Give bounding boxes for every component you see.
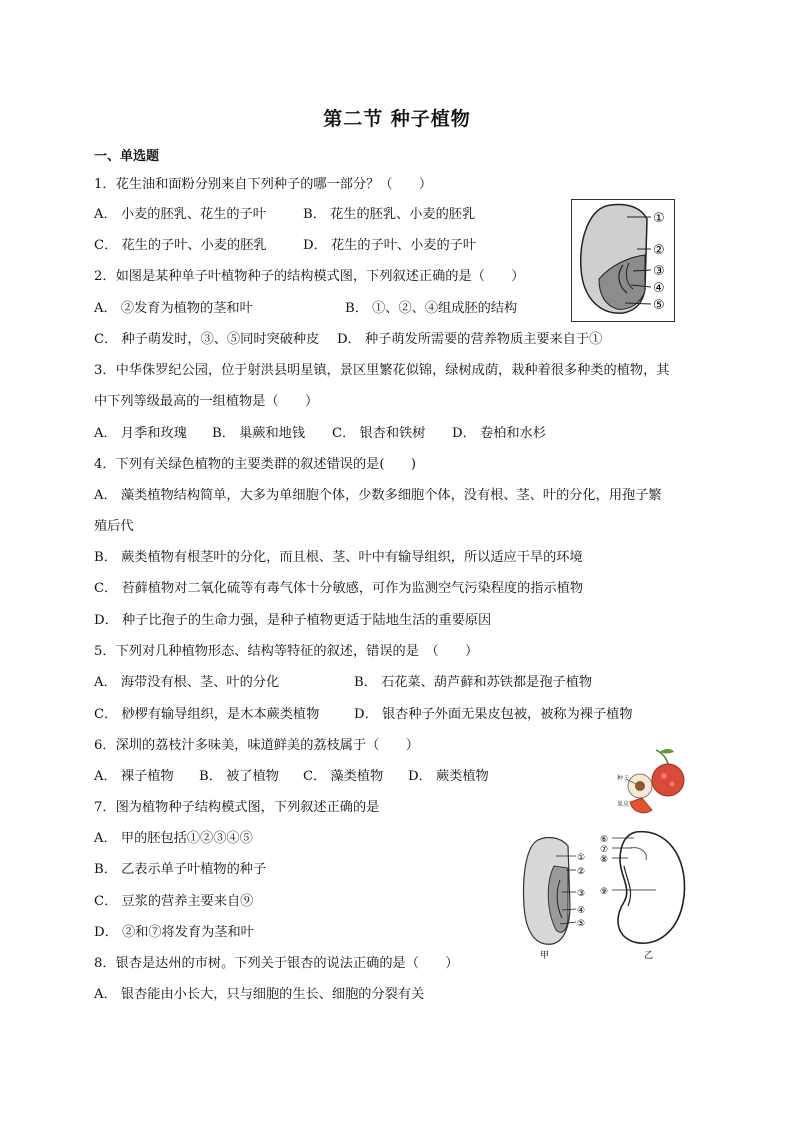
question-3-stem-line2: 中下列等级最高的一组植物是（ ） [94, 394, 319, 409]
q4-option-c[interactable]: C． 苔藓植物对二氧化硫等有毒气体十分敏感，可作为监测空气污染程度的指示植物 [94, 581, 584, 596]
question-8-stem: 8．银杏是达州的市树。下列关于银杏的说法正确的是（ ） [94, 956, 459, 971]
question-5-stem: 5．下列对几种植物形态、结构等特征的叙述，错误的是 （ ） [94, 644, 479, 659]
fig-label: ⑥ [600, 835, 609, 845]
q3-option-b[interactable]: B． 巢蕨和地钱 [212, 426, 306, 441]
q3-option-d[interactable]: D． 卷柏和水杉 [452, 426, 546, 441]
question-6-stem: 6．深圳的荔枝汁多味美，味道鲜美的荔枝属于（ ） [94, 738, 419, 753]
monocot-seed-figure [571, 199, 675, 322]
q7-option-c[interactable]: C． 豆浆的营养主要来自⑨ [94, 894, 254, 909]
fig-label-pericarp: 果皮 [617, 801, 630, 808]
q4-option-b[interactable]: B． 蕨类植物有根茎叶的分化，而且根、茎、叶中有输导组织，所以适应干旱的环境 [94, 550, 583, 565]
fig-label: ⑦ [600, 845, 609, 855]
q2-option-c[interactable]: C． 种子萌发时，③、⑤同时突破种皮 [94, 332, 320, 347]
fig-label: ⑨ [600, 887, 609, 897]
q1-option-a[interactable]: A． 小麦的胚乳、花生的子叶 [94, 207, 266, 222]
fig-label-seed: 种子 [617, 775, 630, 782]
fig-label: ② [577, 867, 586, 877]
page-title: 第二节 种子植物 [323, 108, 471, 130]
fig-label: ③ [653, 264, 665, 279]
q5-option-c[interactable]: C． 桫椤有输导组织，是木本蕨类植物 [94, 707, 320, 722]
fig-label: ⑤ [653, 298, 665, 313]
question-7-stem: 7．图为植物种子结构模式图，下列叙述正确的是 [94, 800, 380, 815]
fig-label: ② [653, 243, 665, 258]
q2-option-a[interactable]: A． ②发育为植物的茎和叶 [94, 301, 253, 316]
fig-caption-jia: 甲 [540, 951, 550, 961]
q5-option-a[interactable]: A． 海带没有根、茎、叶的分化 [94, 675, 280, 690]
q6-option-a[interactable]: A． 裸子植物 [94, 769, 174, 784]
fig-label: ④ [577, 906, 586, 916]
q3-option-a[interactable]: A． 月季和玫瑰 [94, 426, 187, 441]
q4-option-d[interactable]: D． 种子比孢子的生命力强，是种子植物更适于陆地生活的重要原因 [94, 613, 492, 628]
q1-option-d[interactable]: D． 花生的子叶、小麦的子叶 [303, 238, 477, 253]
q5-option-d[interactable]: D． 银杏种子外面无果皮包被，被称为裸子植物 [354, 707, 633, 722]
q7-option-d[interactable]: D． ②和⑦将发育为茎和叶 [94, 925, 254, 940]
fig-caption-yi: 乙 [644, 951, 654, 961]
q1-option-b[interactable]: B． 花生的胚乳、小麦的胚乳 [303, 207, 476, 222]
question-2-stem: 2．如图是某种单子叶植物种子的结构模式图，下列叙述正确的是（ ） [94, 269, 525, 284]
section-heading: 一、单选题 [94, 149, 160, 164]
q4-option-a-cont: 殖后代 [94, 519, 134, 534]
q8-option-a[interactable]: A． 银杏能由小长大，只与细胞的生长、细胞的分裂有关 [94, 987, 425, 1002]
question-4-stem: 4．下列有关绿色植物的主要类群的叙述错误的是( ) [94, 457, 416, 472]
fig-label: ① [653, 211, 665, 226]
fig-label: ① [577, 853, 586, 863]
seed-structure-figure [516, 826, 694, 962]
q7-option-a[interactable]: A． 甲的胚包括①②③④⑤ [94, 831, 253, 846]
q3-option-c[interactable]: C． 银杏和铁树 [332, 426, 426, 441]
q6-option-d[interactable]: D． 蕨类植物 [408, 769, 489, 784]
q6-option-c[interactable]: C． 藻类植物 [303, 769, 384, 784]
q2-option-d[interactable]: D． 种子萌发所需要的营养物质主要来自于① [337, 332, 603, 347]
q6-option-b[interactable]: B． 被了植物 [199, 769, 279, 784]
fig-label: ⑤ [577, 919, 586, 929]
q1-option-c[interactable]: C． 花生的子叶、小麦的胚乳 [94, 238, 267, 253]
question-1-stem: 1．花生油和面粉分别来自下列种子的哪一部分？（ ） [94, 177, 433, 192]
q2-option-b[interactable]: B． ①、②、④组成胚的结构 [345, 301, 518, 316]
fig-label: ⑧ [600, 855, 609, 865]
q7-option-b[interactable]: B． 乙表示单子叶植物的种子 [94, 862, 267, 877]
lychee-figure [616, 746, 692, 822]
question-3-stem-line1: 3．中华侏罗纪公园，位于射洪县明星镇，景区里繁花似锦，绿树成荫，栽种着很多种类的植物，其 [94, 363, 670, 378]
q5-option-b[interactable]: B． 石花菜、葫芦藓和苏铁都是孢子植物 [354, 675, 593, 690]
fig-label: ④ [653, 281, 665, 296]
fig-label: ③ [577, 889, 586, 899]
q4-option-a[interactable]: A． 藻类植物结构简单，大多为单细胞个体，少数多细胞个体，没有根、茎、叶的分化，用孢子繁 [94, 488, 662, 503]
